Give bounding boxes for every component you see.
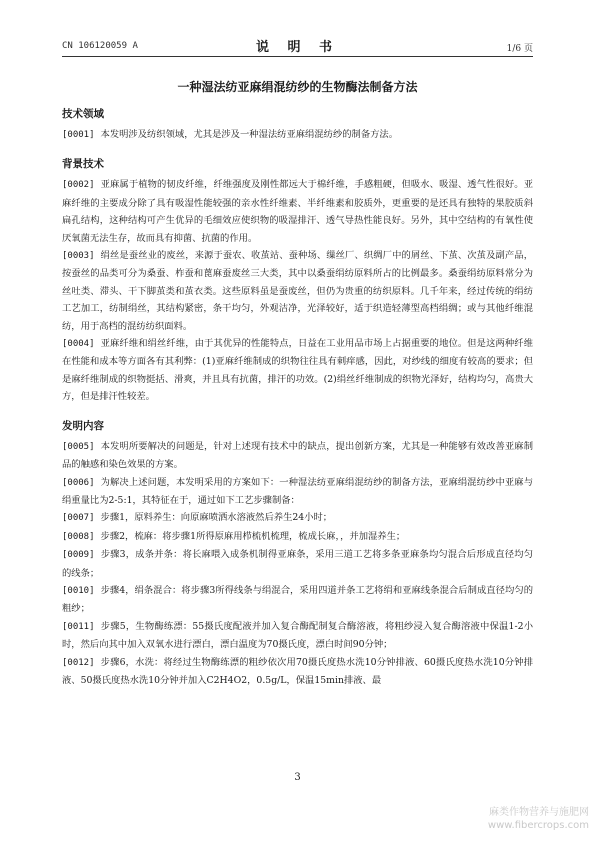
paragraph <box>62 618 533 654</box>
paragraph <box>62 654 533 690</box>
paragraph-number: [0002] <box>62 180 95 191</box>
paragraph-text: 步骤4，绢条混合：将步骤3所得线条与绢混合，采用四道并条工艺将绢和亚麻线条混合后制成直径均匀的粗纱； <box>62 584 533 615</box>
watermark-site-name: 麻类作物营养与施肥网 <box>489 807 589 818</box>
paragraph <box>62 126 533 144</box>
paragraph-number: [0011] <box>62 621 95 632</box>
paragraph <box>62 474 533 510</box>
document-number: CN 106120059 A <box>62 41 138 51</box>
paragraph <box>62 546 533 582</box>
watermark <box>488 806 589 832</box>
section-technical-field <box>62 106 533 144</box>
paragraph <box>62 509 533 527</box>
paragraph-number: [0005] <box>62 441 95 452</box>
paragraph-text: 步骤6，水洗：将经过生物酶练漂的粗纱依次用70摄氏度热水洗10分钟排液、60摄氏度热水洗10分钟排液、50摄氏度热水洗10分钟并加入C2H4O2，0.5g/L，保温15min排液、最 <box>62 656 533 686</box>
paragraph-number: [0006] <box>62 477 95 488</box>
document-title: 一种湿法纺亚麻绢混纺纱的生物酶法制备方法 <box>177 80 418 94</box>
paragraph-number: [0001] <box>62 130 95 140</box>
section-heading: 技术领域 <box>62 108 104 120</box>
page-number: 3 <box>294 772 301 783</box>
paragraph-text: 步骤1，原料养生：向原麻喷洒水溶液然后养生24小时； <box>100 512 333 524</box>
paragraph-number: [0003] <box>62 251 95 262</box>
section-summary <box>62 418 533 690</box>
paragraph-text: 亚麻属于植物的韧皮纤维，纤维强度及刚性都远大于棉纤维，手感粗硬，但吸水、吸湿、透气性很好。亚麻纤维的主要成分除了具有吸湿性能较强的亲水性纤维素、半纤维素和胶质外，更重要的是还具有独特的果胶质斜扁孔结构，这种结构可产生优异的毛细效应使织物的吸湿排汗、透气导热性能良好。另外，其中空结构的有氧性使厌氧菌无法生存，故而具有抑菌、抗菌的作用。 <box>62 179 533 244</box>
paragraph <box>62 176 533 247</box>
paragraph-number: [0012] <box>62 657 95 668</box>
document-kind: 说 明 书 <box>255 40 340 55</box>
paragraph <box>62 582 533 618</box>
paragraph-number: [0009] <box>62 550 95 561</box>
header-rule <box>62 56 533 57</box>
paragraph-number: [0010] <box>62 585 95 596</box>
paragraph-text: 本发明涉及纺织领域，尤其是涉及一种湿法纺亚麻绢混纺纱的制备方法。 <box>100 129 399 140</box>
paragraph <box>62 528 533 546</box>
paragraph-text: 步骤2，梳麻：将步骤1所得原麻用栉梳机梳理，梳成长麻，，并加湿养生； <box>100 530 406 542</box>
paragraph <box>62 438 533 474</box>
paragraph-number: [0008] <box>62 531 95 542</box>
paragraph-text: 为解决上述问题，本发明采用的方案如下：一种湿法纺亚麻绢混纺纱的制备方法，亚麻绢混纺纱中亚麻与绢重量比为2-5:1，其特征在于，通过如下工艺步骤制备： <box>62 476 533 506</box>
paragraph <box>62 335 533 406</box>
paragraph-number: [0007] <box>62 513 95 524</box>
paragraph-number: [0004] <box>62 339 95 350</box>
paragraph-text: 步骤3，成条并条：将长麻喂入成条机制得亚麻条，采用三道工艺将多条亚麻条均匀混合后形成直径均匀的线条； <box>62 549 533 579</box>
watermark-site-url: www.fibercrops.com <box>487 820 589 831</box>
section-heading: 背景技术 <box>62 158 104 171</box>
section-heading: 发明内容 <box>62 419 104 432</box>
paragraph-text: 绢丝是蚕丝业的废丝，来源于蚕农、收茧站、蚕种场、缫丝厂、织绸厂中的屑丝、下茧、次茧及副产品，按蚕丝的品类可分为桑蚕、柞蚕和蓖麻蚕废丝三大类，其中以桑蚕绢纺原料所占的比例最多。桑蚕绢纺原料常分为丝吐类、滞头、干下脚茧类和茧衣类。这些原料虽是蚕废丝，但仍为贵重的纺织原料。几千年来，经过传统的绢纺工艺加工，纺制绢丝，其结构紧密，条干均匀，外观洁净，光泽较好，适于织造轻薄型高档绢绸；或与其他纤维混纺，用于高档的混纺纺织面料。 <box>62 250 533 332</box>
paragraph-text: 亚麻纤维和绢丝纤维，由于其优异的性能特点，日益在工业用品市场上占据重要的地位。但是这两种纤维在性能和成本等方面各有其利弊：(1)亚麻纤维制成的织物往往具有刺痒感，因此，对纱线的细度有较高的要求；但是麻纤维制成的织物挺括、滑爽，并且具有抗菌，排汗的功效。(2)绢丝纤维制成的织物光泽好，结构均匀，高贵大方，但是排汗性较差。 <box>62 338 533 403</box>
section-background <box>62 156 533 405</box>
paragraph <box>62 247 533 335</box>
page-indicator: 1/6 页 <box>506 44 533 54</box>
paragraph-text: 步骤5，生物酶练漂：55摄氏度配液并加入复合酶配制复合酶溶液，将粗纱浸入复合酶溶液中保温1-2小时，然后向其中加入双氧水进行漂白，漂白温度为70摄氏度，漂白时间90分钟； <box>62 620 533 651</box>
document-body <box>62 106 533 701</box>
paragraph-text: 本发明所要解决的问题是，针对上述现有技术中的缺点，提出创新方案，尤其是一种能够有效改善亚麻制品的触感和染色效果的方案。 <box>62 440 533 471</box>
page-header <box>62 36 533 54</box>
